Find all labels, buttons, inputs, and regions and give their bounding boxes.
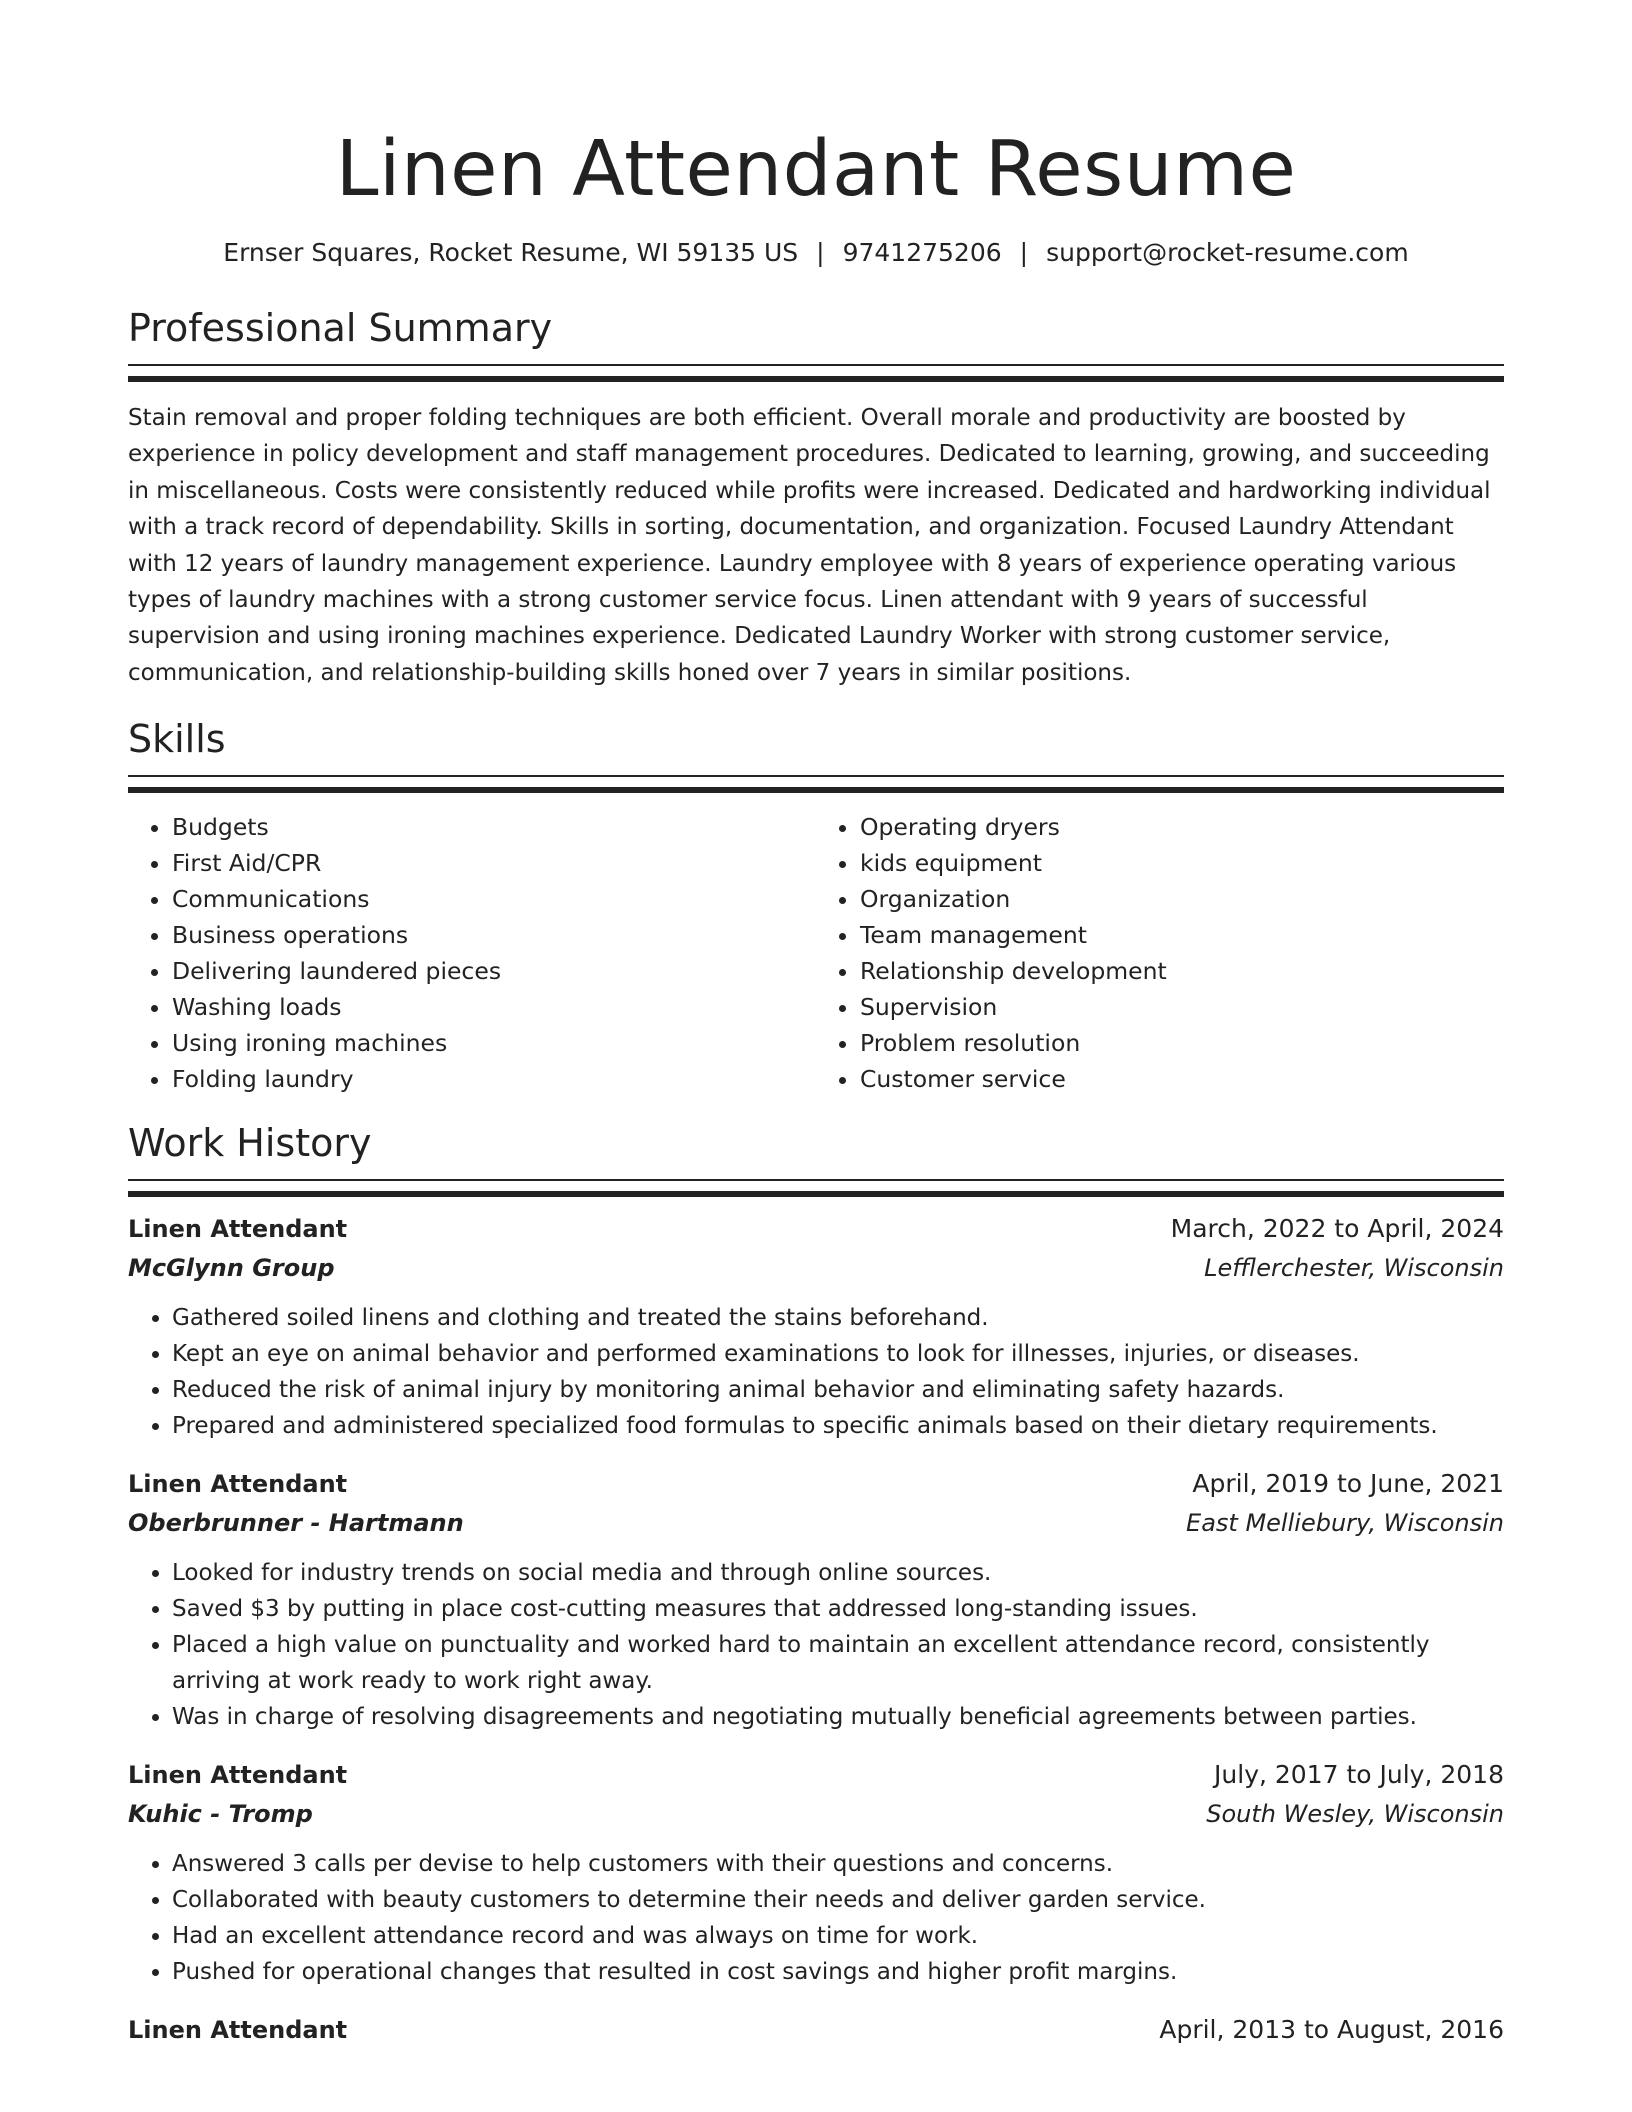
job-entry [128, 1464, 1504, 1735]
skill-item: • Business operations [172, 917, 816, 953]
skill-item: • kids equipment [860, 845, 1504, 881]
job-bullet: • Reduced the risk of animal injury by monitoring animal behavior and eliminating safety hazards. [172, 1372, 1504, 1408]
skill-item: • Customer service [860, 1061, 1504, 1097]
job-bullet: • Gathered soiled linens and clothing and treated the stains beforehand. [172, 1300, 1504, 1336]
skill-item: • Using ironing machines [172, 1025, 816, 1061]
section-divider [128, 364, 1504, 382]
summary-text: Stain removal and proper folding techniques are both efficient. Overall morale and productivity are boosted by experience in policy development and staff management procedures. Dedicated to learning, growing, and succeeding in miscellaneous. Costs were consistently reduced while profits were increased. Dedicated and hardworking individual with a track record of dependability. Skills in sorting, documentation, and organization. Focused Laundry Attendant with 12 years of laundry management experience. Laundry employee with 8 years of experience operating various types of laundry machines with a strong customer service focus. Linen attendant with 9 years of successful supervision and using ironing machines experience. Dedicated Laundry Worker with strong customer service, communication, and relationship-building skills honed over 7 years in similar positions. [128, 405, 1491, 686]
job-bullet-list [128, 1300, 1504, 1444]
contact-separator: | [816, 238, 825, 267]
job-subheader-row [128, 1249, 1504, 1288]
job-bullet: • Saved $3 by putting in place cost-cutting measures that addressed long-standing issues. [172, 1591, 1504, 1627]
contact-phone: 9741275206 [842, 238, 1002, 267]
job-company: Oberbrunner - Hartmann [128, 1509, 464, 1538]
job-location: South Wesley, Wisconsin [1206, 1800, 1504, 1829]
skill-item: • Folding laundry [172, 1061, 816, 1097]
job-bullet: • Had an excellent attendance record and was always on time for work. [172, 1918, 1504, 1954]
job-header-row [128, 1464, 1504, 1504]
skills-grid [128, 809, 1504, 1097]
job-subheader-row [128, 1795, 1504, 1834]
section-heading-skills: Skills [128, 717, 226, 762]
job-header-row [128, 1755, 1504, 1795]
contact-line [128, 236, 1504, 270]
job-header-row [128, 1209, 1504, 1249]
job-title: Linen Attendant [128, 1470, 348, 1499]
section-heading-work-history: Work History [128, 1121, 372, 1166]
job-subheader-row [128, 1504, 1504, 1543]
section-divider [128, 775, 1504, 793]
job-bullet: • Pushed for operational changes that resulted in cost savings and higher profit margins. [172, 1954, 1504, 1990]
job-dates: April, 2013 to August, 2016 [1159, 2015, 1504, 2045]
job-bullet: • Placed a high value on punctuality and worked hard to maintain an excellent attendance record, consistently arriving at work ready to work right away. [172, 1627, 1504, 1699]
job-dates: March, 2022 to April, 2024 [1170, 1214, 1504, 1244]
job-entry [128, 2010, 1504, 2050]
skills-list-left [128, 809, 816, 1097]
contact-address: Ernser Squares, Rocket Resume, WI 59135 US [223, 238, 799, 267]
job-header-row [128, 2010, 1504, 2050]
job-bullet: • Collaborated with beauty customers to determine their needs and deliver garden service. [172, 1882, 1504, 1918]
job-location: Lefflerchester, Wisconsin [1204, 1254, 1504, 1283]
job-bullet: • Answered 3 calls per devise to help customers with their questions and concerns. [172, 1846, 1504, 1882]
skill-item: • Relationship development [860, 953, 1504, 989]
job-dates: April, 2019 to June, 2021 [1192, 1469, 1504, 1499]
skill-item: • Operating dryers [860, 809, 1504, 845]
skill-item: • Team management [860, 917, 1504, 953]
job-location: East Melliebury, Wisconsin [1186, 1509, 1504, 1538]
contact-separator: | [1019, 238, 1029, 267]
skills-section [128, 715, 1504, 1097]
resume-title: Linen Attendant Resume [335, 125, 1297, 214]
job-bullet: • Was in charge of resolving disagreements and negotiating mutually beneficial agreements between parties. [172, 1699, 1504, 1735]
professional-summary-section [128, 304, 1504, 691]
skill-item: • Communications [172, 881, 816, 917]
job-bullet-list [128, 1555, 1504, 1735]
job-bullet: • Looked for industry trends on social media and through online sources. [172, 1555, 1504, 1591]
skill-item: • Problem resolution [860, 1025, 1504, 1061]
job-dates: July, 2017 to July, 2018 [1214, 1760, 1504, 1790]
job-entry [128, 1755, 1504, 1990]
skill-item: • First Aid/CPR [172, 845, 816, 881]
job-company: Kuhic - Tromp [128, 1800, 313, 1829]
section-heading-summary: Professional Summary [128, 306, 553, 350]
job-bullet: • Kept an eye on animal behavior and performed examinations to look for illnesses, injuries, or diseases. [172, 1336, 1504, 1372]
job-bullet: • Prepared and administered specialized food formulas to specific animals based on their dietary requirements. [172, 1408, 1504, 1444]
job-company: McGlynn Group [128, 1254, 335, 1283]
job-bullet-list [128, 1846, 1504, 1990]
skill-item: • Budgets [172, 809, 816, 845]
resume-page [128, 0, 1504, 2050]
skill-item: • Organization [860, 881, 1504, 917]
job-title: Linen Attendant [128, 1761, 348, 1790]
skills-list-right [816, 809, 1504, 1097]
contact-email[interactable]: support@rocket-resume.com [1046, 238, 1409, 267]
skill-item: • Delivering laundered pieces [172, 953, 816, 989]
section-divider [128, 1179, 1504, 1197]
skill-item: • Washing loads [172, 989, 816, 1025]
job-title: Linen Attendant [128, 2016, 348, 2045]
job-title: Linen Attendant [128, 1215, 348, 1244]
job-entry [128, 1209, 1504, 1444]
work-history-section [128, 1119, 1504, 2050]
skill-item: • Supervision [860, 989, 1504, 1025]
